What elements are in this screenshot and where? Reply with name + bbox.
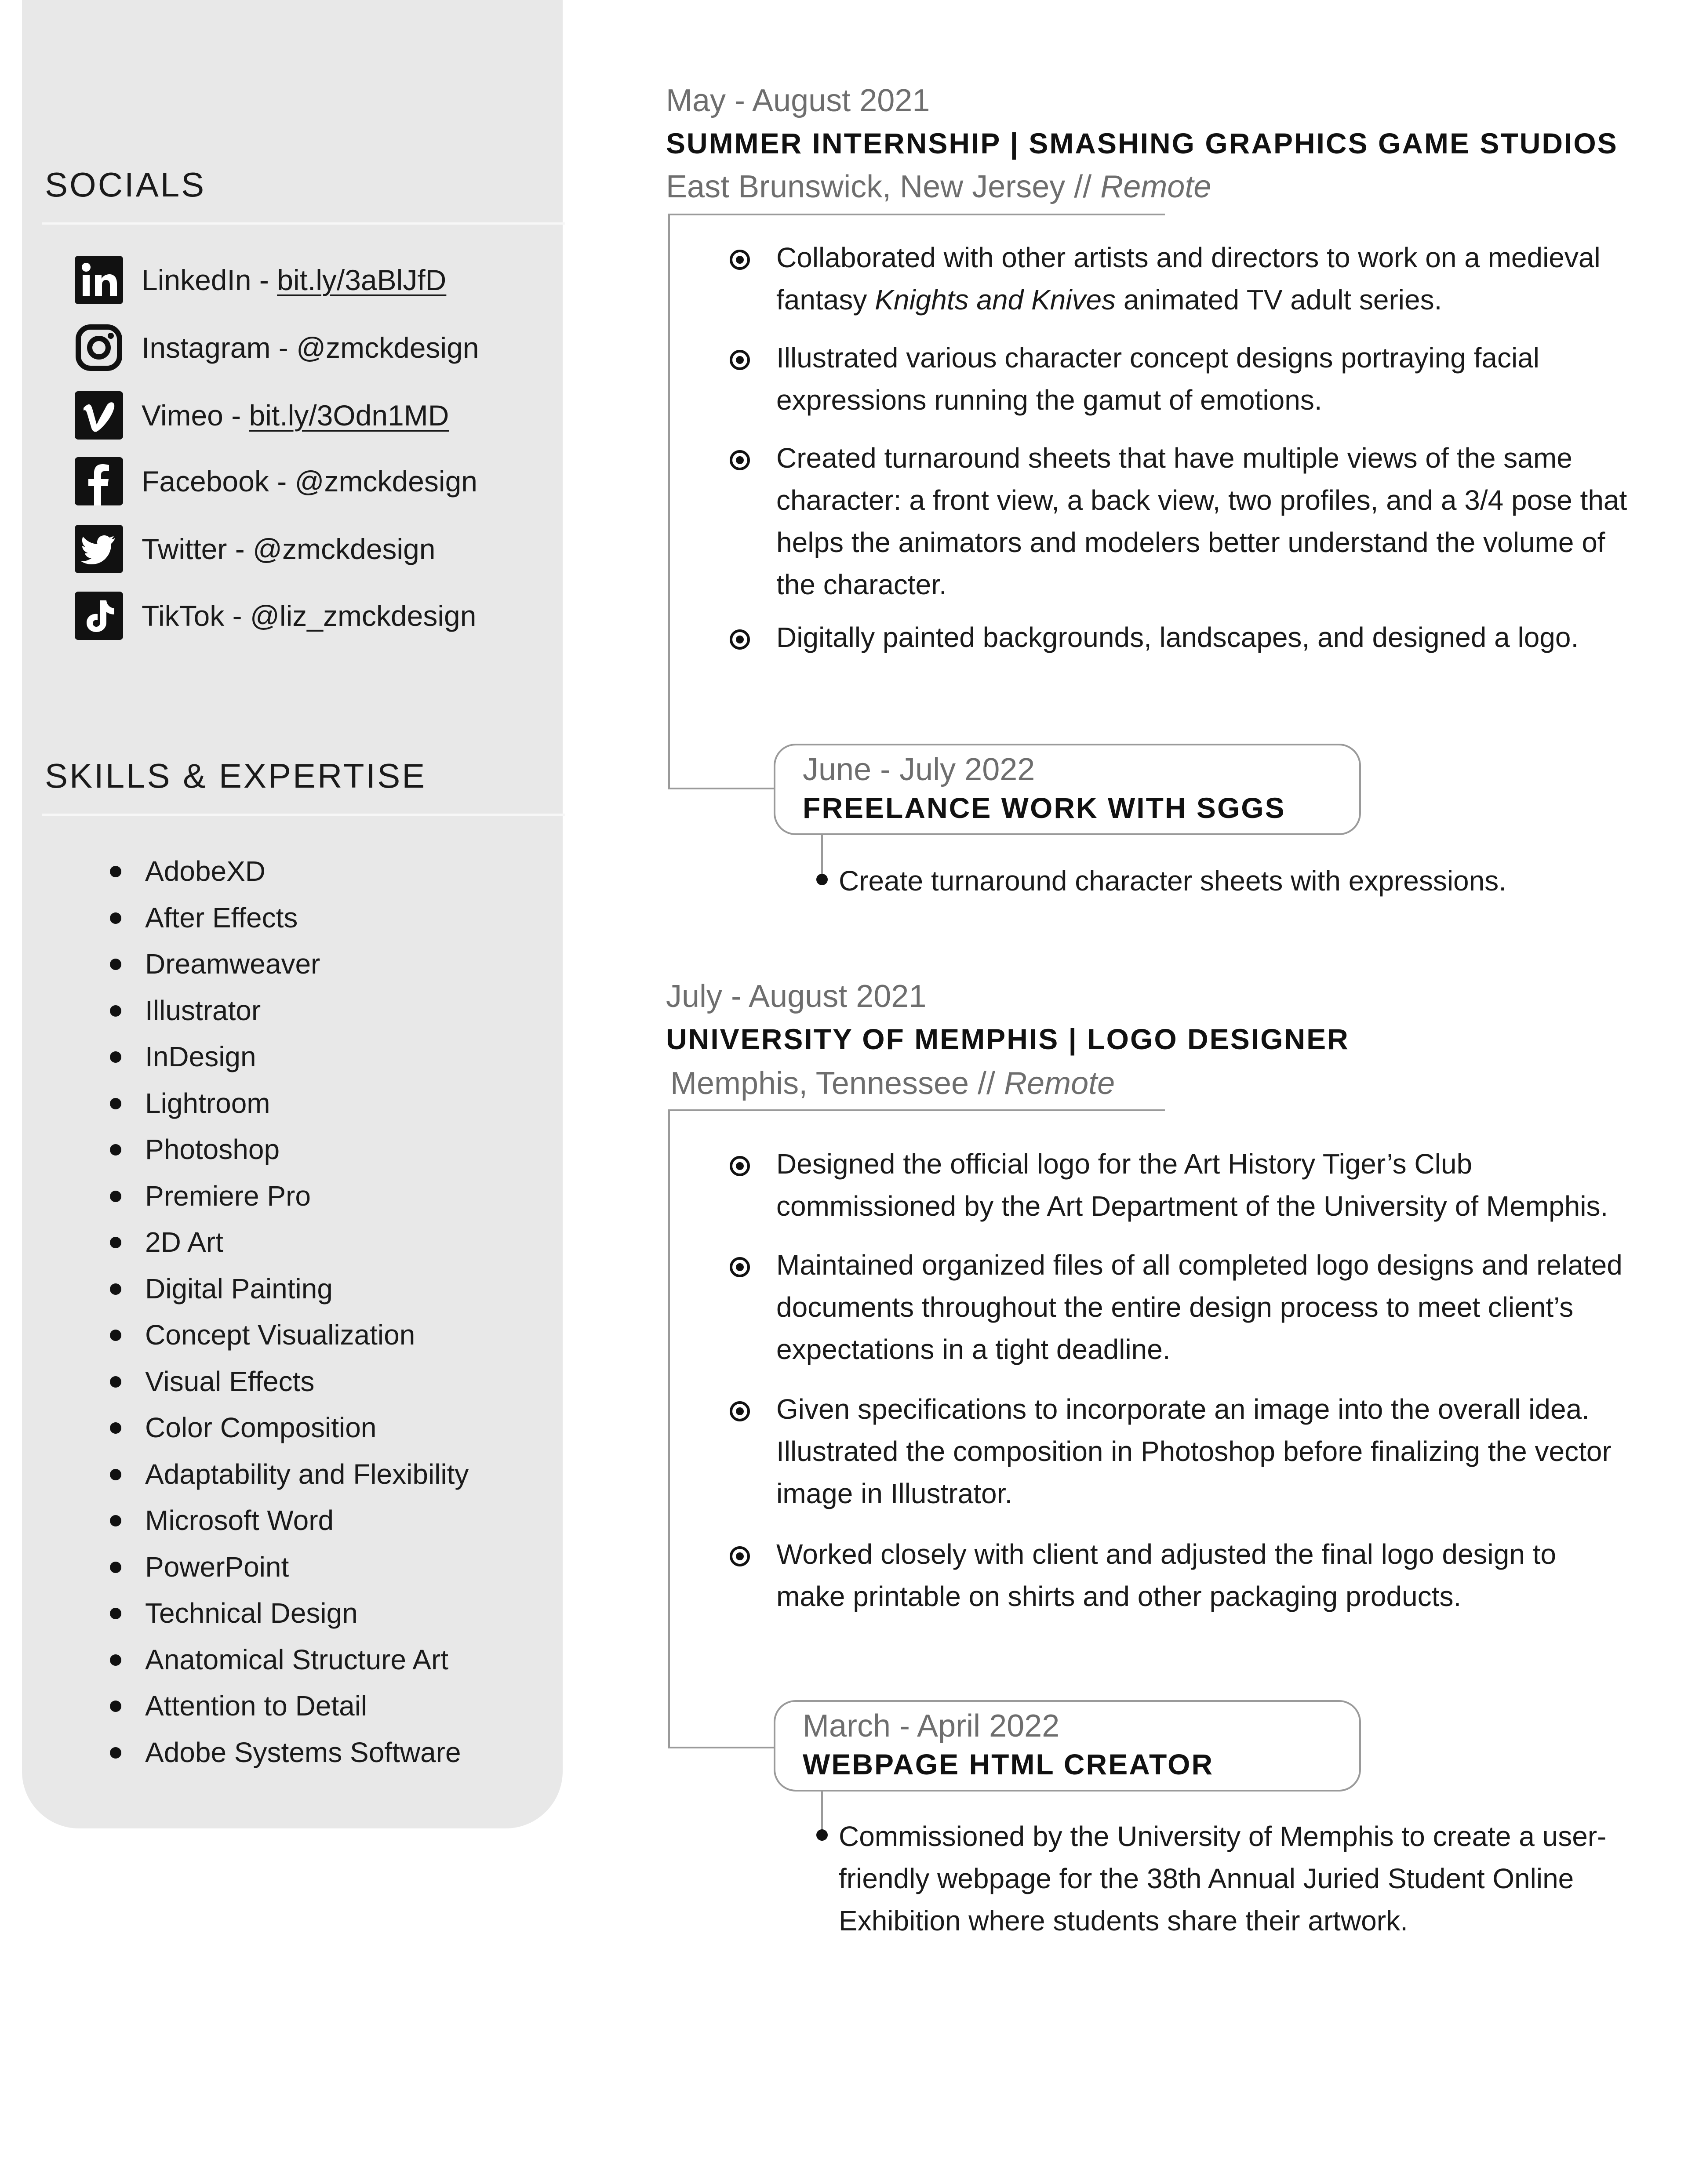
social-twitter — [75, 520, 435, 578]
skill-item: Visual Effects — [110, 1359, 469, 1405]
skill-item: Digital Painting — [110, 1266, 469, 1312]
social-vimeo-sep: - — [223, 399, 249, 432]
job2-followup-text: Commissioned by the University of Memphis to create a user-friendly webpage for the 38th Annual Juried Student Online Exhibition where students share their artwork. — [839, 1821, 1607, 1937]
skill-item: Premiere Pro — [110, 1173, 469, 1220]
job1-followup-bullet — [816, 874, 828, 885]
social-instagram-sep: - — [270, 331, 297, 364]
job2-followup-date: March - April 2022 — [803, 1708, 1060, 1744]
job2-connector — [668, 1747, 775, 1748]
target-bullet-icon — [730, 1546, 750, 1566]
job1-connector — [668, 788, 775, 789]
job2-bullet — [730, 1538, 1631, 1627]
job2-bullet-text: Maintained organized files of all completed logo designs and related documents throughout the entire design process to meet client’s expectations in a tight deadline. — [776, 1249, 1623, 1365]
job2-followup-bullet — [816, 1829, 828, 1841]
social-instagram-text — [142, 331, 479, 364]
twitter-icon — [75, 525, 123, 573]
socials-heading: SOCIALS — [45, 165, 206, 204]
skill-item: Lightroom — [110, 1080, 469, 1127]
social-facebook-label: Facebook — [142, 465, 269, 498]
job2-bullet-text: Worked closely with client and adjusted the final logo design to make printable on shirts and other packaging products. — [776, 1538, 1557, 1612]
job2-date: July - August 2021 — [666, 979, 927, 1014]
socials-divider — [42, 222, 565, 225]
job1-bullet-title: Knights and Knives — [875, 284, 1116, 316]
job1-timeline — [668, 214, 670, 789]
tiktok-handle: @liz_zmckdesign — [250, 600, 477, 632]
skill-item: Dreamweaver — [110, 941, 469, 988]
facebook-icon — [75, 457, 123, 505]
skill-item: Color Composition — [110, 1405, 469, 1451]
tiktok-icon — [75, 592, 123, 640]
job2-bullet — [730, 1249, 1631, 1380]
social-facebook — [75, 453, 477, 510]
social-vimeo-text — [142, 399, 449, 432]
job2-location-sep: // — [969, 1066, 1004, 1101]
social-vimeo — [75, 387, 449, 444]
job1-bullet-text-b: animated TV adult series. — [1116, 284, 1442, 316]
target-bullet-icon — [730, 629, 750, 650]
job1-remote: Remote — [1100, 169, 1211, 204]
social-linkedin-label: LinkedIn — [142, 264, 251, 296]
job1-location-place: East Brunswick, New Jersey — [666, 169, 1066, 204]
job2-role: UNIVERSITY OF MEMPHIS | LOGO DESIGNER — [666, 1023, 1350, 1055]
job1-followup-card — [774, 744, 1361, 835]
target-bullet-icon — [730, 1401, 750, 1421]
job2-bullet-text: Given specifications to incorporate an image into the overall idea. Illustrated the composition in Photoshop before finalizing the vector image in Illustrator. — [776, 1393, 1612, 1509]
target-bullet-icon — [730, 250, 750, 270]
social-instagram-label: Instagram — [142, 331, 271, 364]
linkedin-link[interactable]: bit.ly/3aBlJfD — [277, 264, 447, 296]
skill-item: After Effects — [110, 895, 469, 941]
skill-item: InDesign — [110, 1034, 469, 1080]
skill-item: Technical Design — [110, 1590, 469, 1637]
vimeo-icon — [75, 391, 123, 440]
skill-item: Adaptability and Flexibility — [110, 1451, 469, 1498]
social-tiktok — [75, 587, 476, 644]
skill-item: AdobeXD — [110, 848, 469, 895]
job2-remote: Remote — [1004, 1066, 1115, 1101]
job2-location-place: Memphis, Tennessee — [670, 1066, 969, 1101]
social-tiktok-sep: - — [224, 600, 250, 632]
skill-item: 2D Art — [110, 1219, 469, 1266]
social-linkedin — [75, 251, 446, 309]
job1-bullet — [730, 621, 1631, 668]
social-tiktok-label: TikTok — [142, 600, 225, 632]
vimeo-link[interactable]: bit.ly/3Odn1MD — [249, 399, 449, 432]
social-facebook-sep: - — [269, 465, 295, 498]
target-bullet-icon — [730, 450, 750, 470]
job2-followup-title: WEBPAGE HTML CREATOR — [803, 1748, 1214, 1781]
job1-bullet-text-a: Collaborated with other artists and directors to work on a medieval fantasy — [776, 242, 1601, 316]
job1-location-sep: // — [1065, 169, 1101, 204]
skill-item: Adobe Systems Software — [110, 1730, 469, 1776]
social-linkedin-text — [142, 263, 446, 297]
job2-underline — [668, 1109, 1165, 1111]
skill-item: Microsoft Word — [110, 1497, 469, 1544]
social-twitter-text — [142, 532, 435, 566]
job2-bullet — [730, 1393, 1631, 1524]
job1-role: SUMMER INTERNSHIP | SMASHING GRAPHICS GAME STUDIOS — [666, 127, 1618, 160]
skill-item: PowerPoint — [110, 1544, 469, 1591]
job1-date: May - August 2021 — [666, 83, 930, 118]
job1-followup-date: June - July 2022 — [803, 752, 1035, 787]
job1-bullet-text: Illustrated various character concept designs portraying facial expressions running the gamut of emotions. — [776, 342, 1539, 416]
job2-bullet-text: Designed the official logo for the Art History Tiger’s Club commissioned by the Art Department of the University of Memphis. — [776, 1148, 1608, 1222]
job1-underline — [668, 214, 1165, 215]
skills-divider — [42, 814, 565, 816]
skill-item: Illustrator — [110, 988, 469, 1034]
social-facebook-text — [142, 465, 477, 498]
skill-item: Concept Visualization — [110, 1312, 469, 1359]
job1-followup-title: FREELANCE WORK WITH SGGS — [803, 792, 1286, 824]
job2-bullet — [730, 1148, 1631, 1237]
linkedin-icon — [75, 256, 123, 304]
job2-location — [670, 1065, 1115, 1101]
target-bullet-icon — [730, 350, 750, 370]
target-bullet-icon — [730, 1156, 750, 1176]
social-instagram — [75, 319, 479, 376]
facebook-handle: @zmckdesign — [295, 465, 477, 498]
job2-followup-card — [774, 1700, 1361, 1792]
skills-heading: SKILLS & EXPERTISE — [45, 756, 427, 795]
social-twitter-label: Twitter — [142, 533, 227, 565]
twitter-handle: @zmckdesign — [253, 533, 436, 565]
job1-bullet — [730, 242, 1631, 331]
skill-item: Attention to Detail — [110, 1683, 469, 1730]
skill-item: Anatomical Structure Art — [110, 1637, 469, 1683]
social-linkedin-sep: - — [251, 264, 277, 296]
job1-bullet — [730, 342, 1631, 431]
skills-list — [110, 848, 469, 1776]
instagram-handle: @zmckdesign — [296, 331, 479, 364]
job1-location — [666, 169, 1211, 205]
social-vimeo-label: Vimeo — [142, 399, 223, 432]
social-twitter-sep: - — [227, 533, 253, 565]
social-tiktok-text — [142, 599, 476, 632]
job1-bullet-text — [776, 236, 1631, 321]
target-bullet-icon — [730, 1257, 750, 1277]
job2-timeline — [668, 1109, 670, 1748]
job1-bullet-text: Created turnaround sheets that have multiple views of the same character: a front view, a back view, two profiles, and a 3/4 pose that helps the animators and modelers better understand the volume of the character. — [776, 442, 1627, 600]
job1-bullet — [730, 442, 1631, 615]
skill-item: Photoshop — [110, 1127, 469, 1173]
job1-followup-text: Create turnaround character sheets with expressions. — [839, 865, 1506, 897]
job1-bullet-text: Digitally painted backgrounds, landscapes, and designed a logo. — [776, 621, 1579, 653]
instagram-icon — [75, 323, 123, 372]
